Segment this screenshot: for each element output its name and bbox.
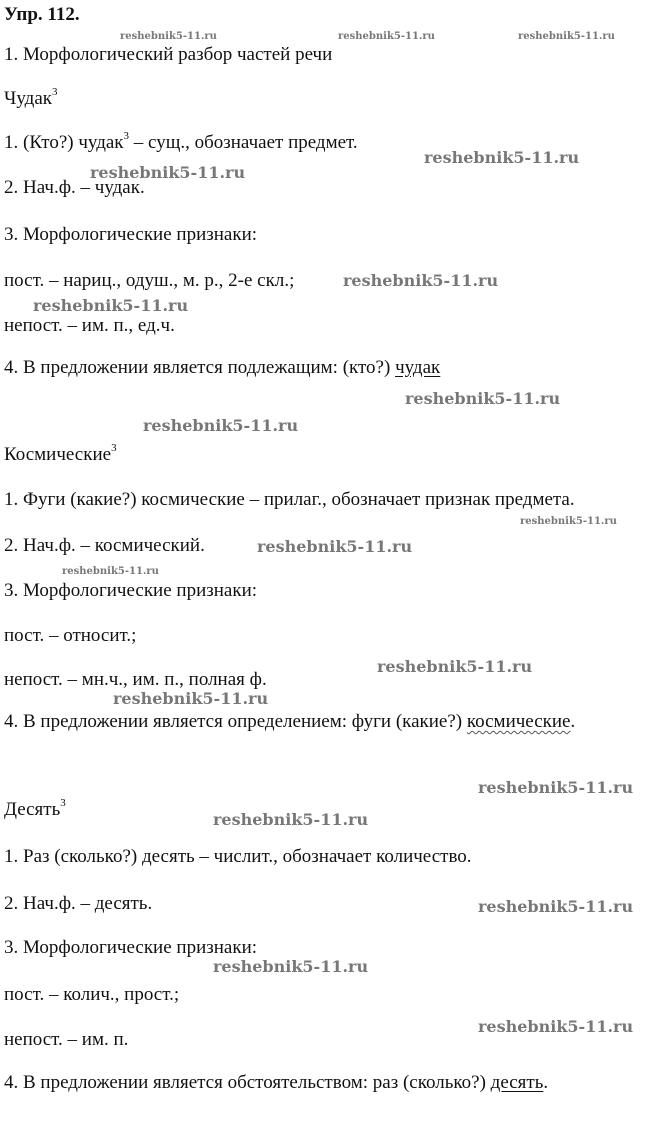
line-text: 4. В предложении является обстоятельством: раз (сколько?): [4, 1072, 491, 1093]
watermark-text: reshebnik5-11.ru: [520, 516, 617, 527]
underlined-word: десять: [490, 1072, 544, 1093]
part-of-speech-line: [4, 129, 358, 154]
underlined-word: чудак: [395, 357, 441, 378]
watermark-text: reshebnik5-11.ru: [113, 689, 269, 708]
watermark-text: reshebnik5-11.ru: [213, 810, 369, 829]
features-label: 3. Морфологические признаки:: [4, 580, 258, 601]
exercise-title: Упр. 112.: [4, 4, 80, 25]
watermark-text: reshebnik5-11.ru: [143, 416, 299, 435]
watermark-text: reshebnik5-11.ru: [478, 1017, 634, 1036]
watermark-text: reshebnik5-11.ru: [90, 163, 246, 182]
watermark-text: reshebnik5-11.ru: [478, 778, 634, 797]
word-heading-chudak: [4, 85, 58, 110]
watermark-text: reshebnik5-11.ru: [343, 271, 499, 290]
watermark-text: reshebnik5-11.ru: [120, 31, 217, 42]
features-label: 3. Морфологические признаки:: [4, 937, 258, 958]
superscript: 3: [123, 129, 130, 142]
task-heading: 1. Морфологический разбор частей речи: [4, 44, 333, 65]
underlined-word: космические: [466, 711, 571, 732]
watermark-text: reshebnik5-11.ru: [424, 148, 580, 167]
watermark-text: reshebnik5-11.ru: [478, 897, 634, 916]
superscript: 3: [111, 441, 117, 454]
watermark-text: reshebnik5-11.ru: [213, 957, 369, 976]
syntactic-role-line: [4, 357, 440, 379]
initial-form-line: 2. Нач.ф. – десять.: [4, 893, 153, 914]
superscript: 3: [60, 796, 66, 809]
line-text: 4. В предложении является определением: фуги (какие?): [4, 711, 467, 732]
constant-features: пост. – колич., прост.;: [4, 984, 180, 1005]
variable-features: непост. – мн.ч., им. п., полная ф.: [4, 669, 267, 690]
features-label: 3. Морфологические признаки:: [4, 224, 258, 245]
line-text: 1. (Кто?) чудак: [4, 132, 124, 153]
line-text: – сущ., обозначает предмет.: [129, 132, 358, 153]
line-text: .: [570, 711, 576, 732]
watermark-text: reshebnik5-11.ru: [257, 537, 413, 556]
part-of-speech-line: 1. Фуги (какие?) космические – прилаг., обозначает признак предмета.: [4, 489, 575, 510]
watermark-text: reshebnik5-11.ru: [338, 31, 435, 42]
watermark-text: reshebnik5-11.ru: [62, 566, 159, 577]
word-heading-desyat: [4, 796, 66, 821]
word-label: Чудак: [4, 88, 52, 109]
watermark-text: reshebnik5-11.ru: [377, 657, 533, 676]
variable-features: непост. – им. п., ед.ч.: [4, 315, 175, 336]
line-text: .: [543, 1072, 549, 1093]
constant-features: пост. – относит.;: [4, 625, 137, 646]
watermark-text: reshebnik5-11.ru: [518, 31, 615, 42]
initial-form-line: 2. Нач.ф. – космический.: [4, 535, 205, 556]
syntactic-role-line: [4, 1072, 548, 1094]
syntactic-role-line: [4, 711, 575, 733]
superscript: 3: [51, 85, 58, 98]
variable-features: непост. – им. п.: [4, 1029, 129, 1050]
word-heading-kosmicheskie: [4, 441, 117, 466]
word-label: Космические: [4, 444, 112, 465]
watermark-text: reshebnik5-11.ru: [33, 296, 189, 315]
initial-form-line: 2. Нач.ф. – чудак.: [4, 177, 145, 198]
line-text: 4. В предложении является подлежащим: (кто?): [4, 357, 396, 378]
constant-features: пост. – нариц., одуш., м. р., 2-е скл.;: [4, 270, 295, 291]
part-of-speech-line: 1. Раз (сколько?) десять – числит., обозначает количество.: [4, 846, 472, 867]
word-label: Десять: [4, 799, 61, 820]
watermark-text: reshebnik5-11.ru: [405, 389, 561, 408]
